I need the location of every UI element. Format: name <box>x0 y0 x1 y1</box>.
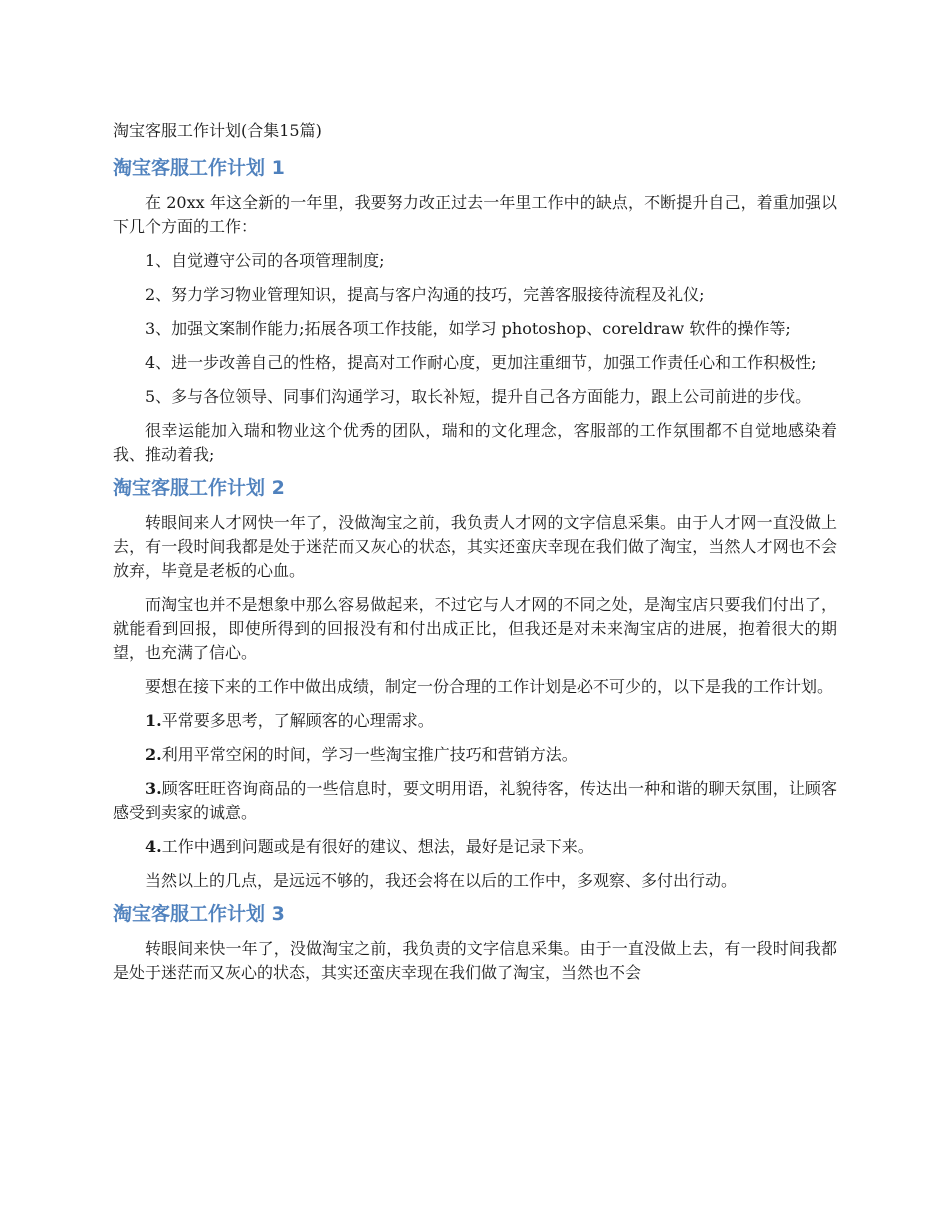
document-page <box>113 118 837 995</box>
paragraph: 在 20xx 年这全新的一年里，我要努力改正过去一年里工作中的缺点，不断提升自己，着重加强以下几个方面的工作： <box>113 193 837 236</box>
item-text: 工作中遇到问题或是有很好的建议、想法，最好是记录下来。 <box>161 837 594 856</box>
section-2 <box>113 473 837 893</box>
list-item: 3、加强文案制作能力;拓展各项工作技能，如学习 photoshop、coreldraw 软件的操作等; <box>145 319 791 338</box>
section-3 <box>113 899 837 985</box>
item-text: 利用平常空闲的时间，学习一些淘宝推广技巧和营销方法。 <box>161 745 578 764</box>
item-text: 顾客旺旺咨询商品的一些信息时，要文明用语，礼貌待客，传达出一种和谐的聊天氛围，让顾客感受到卖家的诚意。 <box>113 779 837 822</box>
paragraph: 很幸运能加入瑞和物业这个优秀的团队，瑞和的文化理念，客服部的工作氛围都不自觉地感染着我、推动着我; <box>113 421 837 464</box>
item-number: 3. <box>145 779 162 798</box>
numbered-item <box>113 709 837 733</box>
item-number: 1. <box>145 711 162 730</box>
item-number: 4. <box>145 837 162 856</box>
item-text: 平常要多思考，了解顾客的心理需求。 <box>161 711 434 730</box>
list-item: 5、多与各位领导、同事们沟通学习，取长补短，提升自己各方面能力，跟上公司前进的步伐。 <box>145 387 812 406</box>
numbered-item <box>113 777 837 825</box>
numbered-item <box>113 835 837 859</box>
paragraph: 转眼间来快一年了，没做淘宝之前，我负责的文字信息采集。由于一直没做上去，有一段时间我都是处于迷茫而又灰心的状态，其实还蛮庆幸现在我们做了淘宝，当然也不会 <box>113 939 837 982</box>
document-title: 淘宝客服工作计划(合集15篇) <box>113 121 322 140</box>
list-item: 4、进一步改善自己的性格，提高对工作耐心度，更加注重细节，加强工作责任心和工作积极性; <box>145 353 817 372</box>
paragraph: 要想在接下来的工作中做出成绩，制定一份合理的工作计划是必不可少的，以下是我的工作计划。 <box>145 677 834 696</box>
numbered-item <box>113 743 837 767</box>
item-number: 2. <box>145 745 162 764</box>
list-item: 1、自觉遵守公司的各项管理制度; <box>145 251 385 270</box>
section-heading: 淘宝客服工作计划 3 <box>113 903 285 925</box>
paragraph: 转眼间来人才网快一年了，没做淘宝之前，我负责人才网的文字信息采集。由于人才网一直没做上去，有一段时间我都是处于迷茫而又灰心的状态，其实还蛮庆幸现在我们做了淘宝，当然人才网也不会放弃，毕竟是老板的心血。 <box>113 513 837 580</box>
section-heading: 淘宝客服工作计划 2 <box>113 477 285 499</box>
section-1 <box>113 153 837 467</box>
paragraph: 而淘宝也并不是想象中那么容易做起来，不过它与人才网的不同之处，是淘宝店只要我们付出了，就能看到回报，即使所得到的回报没有和付出成正比，但我还是对未来淘宝店的进展，抱着很大的期望，也充满了信心。 <box>113 595 837 662</box>
paragraph: 当然以上的几点，是远远不够的，我还会将在以后的工作中，多观察、多付出行动。 <box>145 871 738 890</box>
section-heading: 淘宝客服工作计划 1 <box>113 157 285 179</box>
list-item: 2、努力学习物业管理知识，提高与客户沟通的技巧，完善客服接待流程及礼仪; <box>145 285 705 304</box>
